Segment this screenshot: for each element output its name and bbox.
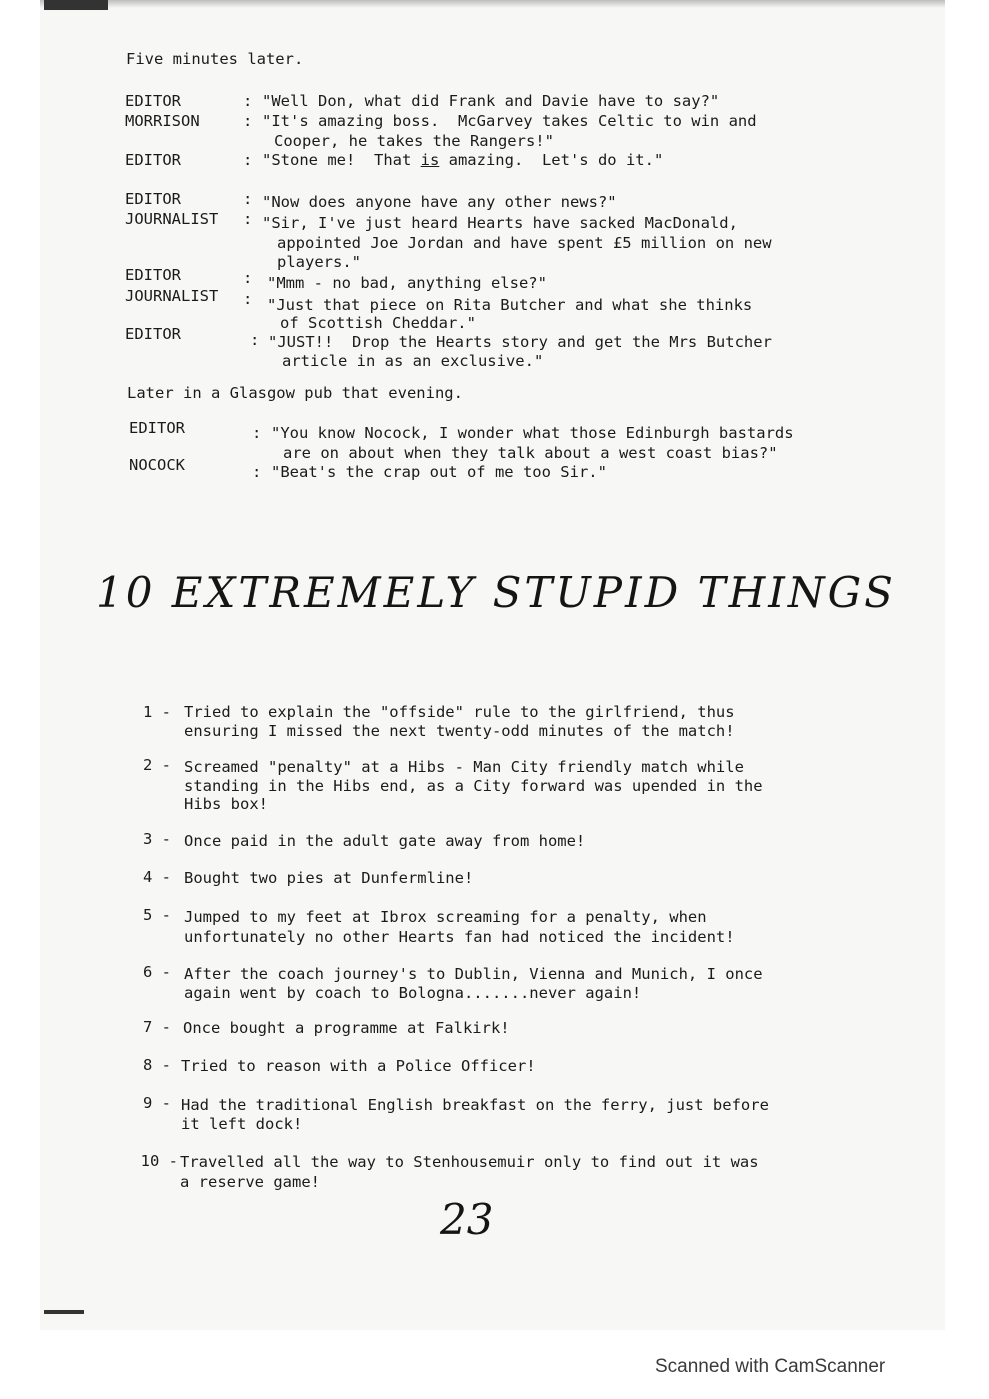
- scan-edge-mark-top: [44, 0, 108, 10]
- list-item-line: Bought two pies at Dunfermline!: [184, 869, 474, 887]
- list-number: 4 -: [143, 868, 171, 886]
- speaker: NOCOCK: [129, 456, 185, 474]
- list-item-line: again went by coach to Bologna.......never again!: [184, 984, 642, 1002]
- speaker: JOURNALIST: [125, 210, 219, 228]
- colon: :: [243, 112, 253, 130]
- colon: :: [250, 331, 260, 349]
- speaker: EDITOR: [125, 266, 181, 284]
- colon: :: [243, 269, 253, 287]
- speaker: EDITOR: [129, 419, 185, 437]
- speech-line: "Mmm - no bad, anything else?": [267, 274, 547, 292]
- list-item-line: Travelled all the way to Stenhousemuir only to find out it was: [180, 1153, 759, 1171]
- list-item-line: Jumped to my feet at Ibrox screaming for a penalty, when: [184, 908, 707, 926]
- list-item-line: a reserve game!: [180, 1173, 320, 1191]
- speaker: EDITOR: [125, 151, 181, 169]
- speech-line: "Now does anyone have any other news?": [262, 193, 617, 211]
- speaker: EDITOR: [125, 325, 181, 343]
- list-item-line: After the coach journey's to Dublin, Vienna and Munich, I once: [184, 965, 763, 983]
- list-item-line: Had the traditional English breakfast on the ferry, just before: [181, 1096, 769, 1114]
- list-number: 10 -: [140, 1152, 178, 1170]
- speech-line: [262, 151, 663, 169]
- list-item-line: standing in the Hibs end, as a City forward was upended in the: [184, 777, 763, 795]
- speaker: MORRISON: [125, 112, 200, 130]
- list-number: 1 -: [143, 703, 171, 721]
- colon: :: [252, 463, 262, 481]
- underlined-word: is: [420, 151, 440, 169]
- list-item-line: Hibs box!: [184, 795, 268, 813]
- list-item-line: Tried to explain the "offside" rule to the girlfriend, thus: [184, 703, 735, 721]
- colon: :: [243, 210, 253, 228]
- list-number: 6 -: [143, 963, 171, 981]
- scene-heading: Later in a Glasgow pub that evening.: [127, 384, 463, 402]
- list-item-line: Tried to reason with a Police Officer!: [181, 1057, 536, 1075]
- speech-line: "JUST!! Drop the Hearts story and get the Mrs Butcher: [268, 333, 772, 351]
- speech-line: Cooper, he takes the Rangers!": [274, 132, 554, 150]
- list-number: 2 -: [143, 756, 171, 774]
- colon: :: [243, 190, 253, 208]
- page-number: 23: [440, 1195, 494, 1244]
- speech-line: article in as an exclusive.": [282, 352, 544, 370]
- list-item-line: Once bought a programme at Falkirk!: [183, 1019, 510, 1037]
- speech-line: players.": [277, 253, 361, 271]
- speech-part: amazing. Let's do it.": [439, 151, 664, 169]
- list-item-line: unfortunately no other Hearts fan had noticed the incident!: [184, 928, 735, 946]
- speech-line: "Well Don, what did Frank and Davie have to say?": [262, 92, 720, 110]
- speech-line: of Scottish Cheddar.": [280, 314, 476, 332]
- speech-line: are on about when they talk about a west coast bias?": [283, 444, 778, 462]
- speech-line: appointed Joe Jordan and have spent £5 million on new: [277, 234, 772, 252]
- colon: :: [243, 290, 253, 308]
- scan-edge-mark-bottom: [44, 1310, 84, 1314]
- list-number: 8 -: [143, 1056, 171, 1074]
- list-number: 9 -: [143, 1094, 171, 1112]
- speech-line: "It's amazing boss. McGarvey takes Celtic to win and: [262, 112, 757, 130]
- camscanner-watermark: Scanned with CamScanner: [655, 1356, 886, 1377]
- list-item-line: Screamed "penalty" at a Hibs - Man City friendly match while: [184, 758, 744, 776]
- colon: :: [252, 424, 262, 442]
- colon: :: [243, 92, 253, 110]
- list-item-line: it left dock!: [181, 1115, 303, 1133]
- section-heading: 10 EXTREMELY STUPID THINGS: [96, 568, 896, 617]
- scene-intro: Five minutes later.: [126, 50, 304, 68]
- speaker: JOURNALIST: [125, 287, 219, 305]
- list-item-line: Once paid in the adult gate away from home!: [184, 832, 586, 850]
- speaker: EDITOR: [125, 190, 181, 208]
- speech-line: "Just that piece on Rita Butcher and what she thinks: [267, 296, 753, 314]
- list-number: 5 -: [143, 906, 171, 924]
- list-number: 7 -: [143, 1018, 171, 1036]
- speech-part: "Stone me! That: [262, 151, 421, 169]
- speech-line: "Beat's the crap out of me too Sir.": [271, 463, 607, 481]
- speaker: EDITOR: [125, 92, 181, 110]
- list-item-line: ensuring I missed the next twenty-odd minutes of the match!: [184, 722, 735, 740]
- speech-line: "You know Nocock, I wonder what those Edinburgh bastards: [271, 424, 794, 442]
- colon: :: [243, 151, 253, 169]
- list-number: 3 -: [143, 830, 171, 848]
- scan-edge-shadow: [40, 0, 945, 8]
- speech-line: "Sir, I've just heard Hearts have sacked MacDonald,: [262, 214, 738, 232]
